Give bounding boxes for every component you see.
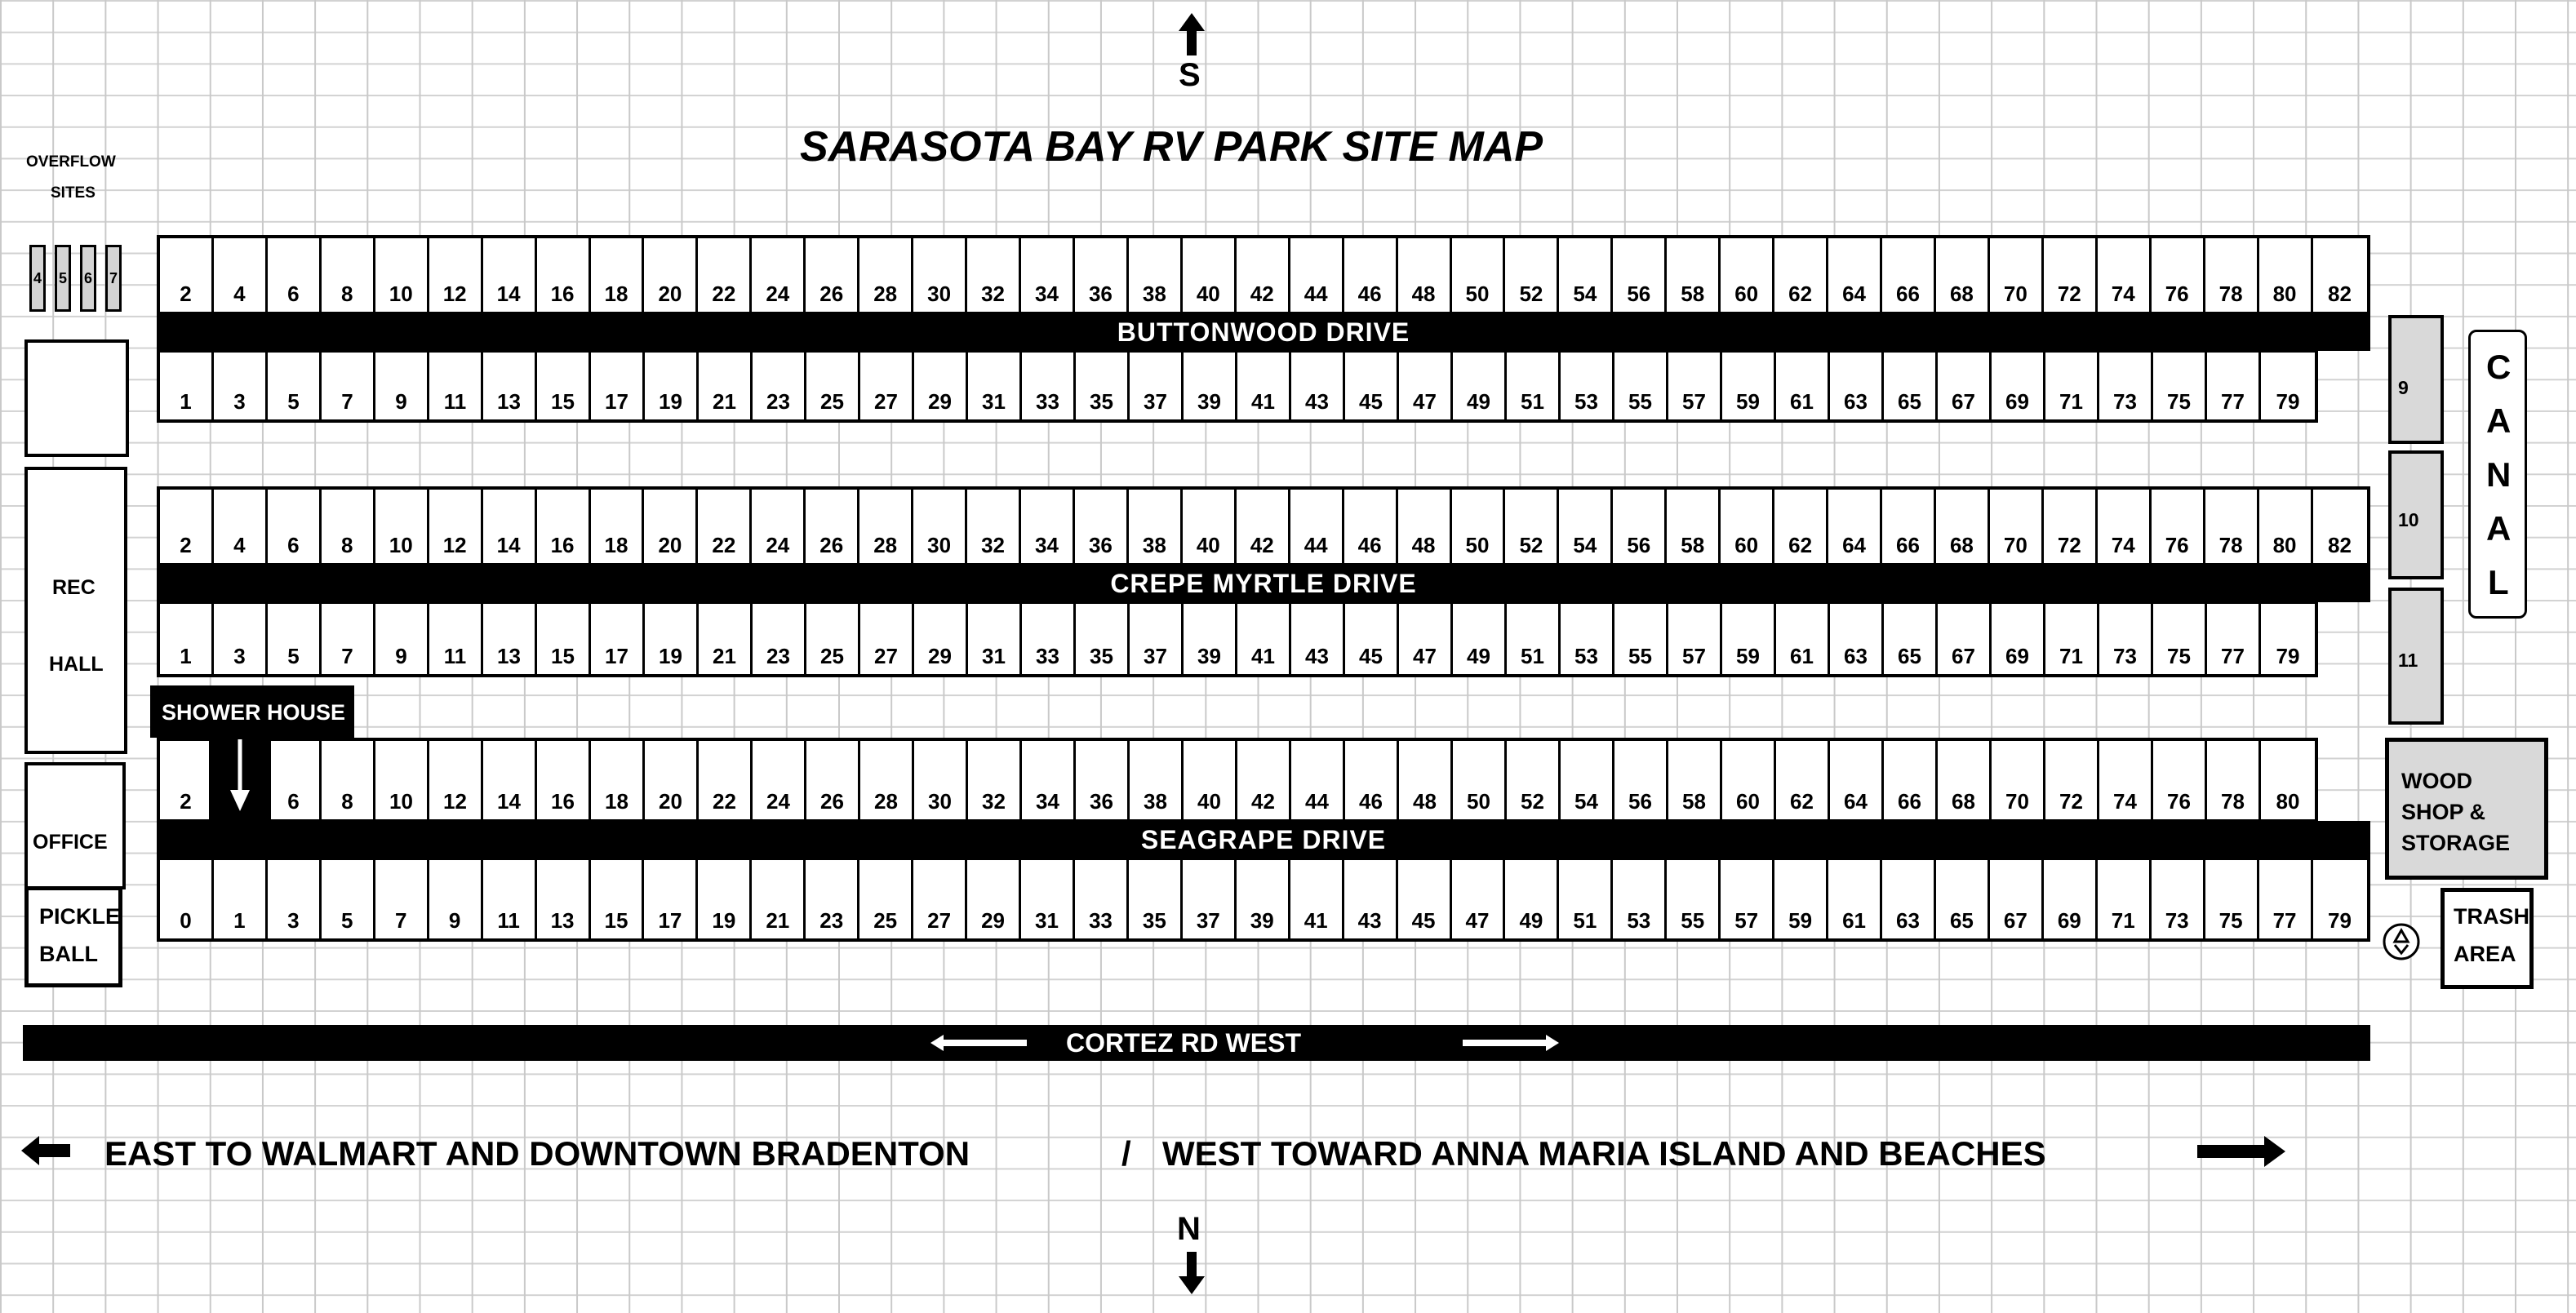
rv-site[interactable]: 41 xyxy=(1290,860,1344,938)
overflow-site[interactable]: 4 xyxy=(29,245,46,312)
rv-site[interactable]: 62 xyxy=(1776,741,1830,819)
rv-site[interactable]: 35 xyxy=(1076,353,1130,419)
rv-site[interactable]: 50 xyxy=(1452,238,1506,312)
rv-site[interactable]: 49 xyxy=(1453,353,1507,419)
rv-site[interactable]: 57 xyxy=(1721,860,1774,938)
rv-site[interactable]: 61 xyxy=(1776,353,1830,419)
rv-site[interactable]: 53 xyxy=(1561,353,1614,419)
rv-site[interactable]: 17 xyxy=(591,353,645,419)
rv-site[interactable]: 9 xyxy=(375,604,429,674)
rv-site[interactable]: 67 xyxy=(1938,604,1992,674)
rv-site[interactable]: 30 xyxy=(913,238,967,312)
rv-site[interactable]: 33 xyxy=(1075,860,1129,938)
rv-site[interactable]: 54 xyxy=(1559,238,1613,312)
rv-site[interactable]: 43 xyxy=(1291,353,1345,419)
arrow-left-icon xyxy=(930,1033,1028,1053)
rv-site[interactable]: 59 xyxy=(1722,353,1776,419)
direction-east-arrow-icon xyxy=(21,1136,72,1165)
rv-site[interactable]: 15 xyxy=(537,604,591,674)
rv-site[interactable]: 41 xyxy=(1237,353,1291,419)
arrow-right-icon xyxy=(1461,1033,1559,1053)
rv-site[interactable]: 29 xyxy=(914,604,968,674)
rv-site[interactable]: 30 xyxy=(913,490,967,563)
rv-site[interactable]: 65 xyxy=(1884,604,1938,674)
rv-site[interactable]: 0 xyxy=(160,860,214,938)
rv-site[interactable]: 57 xyxy=(1668,604,1722,674)
rv-site[interactable]: 75 xyxy=(2153,353,2207,419)
rv-site[interactable]: 14 xyxy=(483,490,537,563)
rv-site[interactable]: 46 xyxy=(1344,238,1398,312)
crepe-myrtle-drive: CREPE MYRTLE DRIVE xyxy=(157,565,2370,602)
rv-site[interactable]: 48 xyxy=(1398,490,1452,563)
rv-site[interactable]: 27 xyxy=(860,353,914,419)
rv-site[interactable]: 24 xyxy=(753,741,806,819)
rv-site[interactable]: 58 xyxy=(1667,490,1721,563)
rv-site[interactable]: 69 xyxy=(1992,353,2045,419)
seagrape-north-row xyxy=(157,738,2318,823)
rv-site[interactable]: 41 xyxy=(1237,604,1291,674)
rv-site[interactable]: 54 xyxy=(1561,741,1614,819)
rv-site[interactable]: 82 xyxy=(2313,238,2367,312)
rv-site[interactable]: 71 xyxy=(2045,353,2099,419)
rv-site[interactable]: 60 xyxy=(1721,238,1774,312)
rv-site[interactable]: 4 xyxy=(214,238,268,312)
rv-site[interactable]: 5 xyxy=(268,604,322,674)
rec-hall-label-1: REC xyxy=(52,576,95,599)
rv-site[interactable]: 58 xyxy=(1668,741,1722,819)
rv-site[interactable]: 5 xyxy=(268,353,322,419)
rv-site[interactable]: 64 xyxy=(1828,238,1882,312)
rv-site[interactable]: 20 xyxy=(644,238,698,312)
rv-site[interactable]: 23 xyxy=(753,353,806,419)
rv-site[interactable]: 28 xyxy=(859,238,913,312)
compass-north-label: N xyxy=(1177,1211,1201,1247)
rv-site[interactable]: 72 xyxy=(2045,741,2099,819)
rv-site[interactable]: 72 xyxy=(2044,490,2098,563)
rv-site[interactable]: 60 xyxy=(1721,490,1774,563)
rv-site[interactable]: 28 xyxy=(860,741,914,819)
rv-site[interactable]: 48 xyxy=(1399,741,1453,819)
rv-site[interactable]: 65 xyxy=(1936,860,1990,938)
rv-site[interactable]: 35 xyxy=(1076,604,1130,674)
pickleball-court[interactable] xyxy=(24,886,122,987)
rv-site[interactable]: 34 xyxy=(1021,238,1075,312)
recycle-icon xyxy=(2382,922,2421,961)
rv-site[interactable]: 34 xyxy=(1022,741,1076,819)
rv-site[interactable]: 16 xyxy=(537,490,591,563)
direction-east-label: EAST TO WALMART AND DOWNTOWN BRADENTON xyxy=(104,1134,970,1173)
cortez-road-label: CORTEZ RD WEST xyxy=(1066,1028,1301,1058)
rec-hall-label-2: HALL xyxy=(49,653,104,676)
rv-site[interactable]: 55 xyxy=(1667,860,1721,938)
trash-label-2: AREA xyxy=(2454,942,2516,966)
rv-site[interactable]: 22 xyxy=(698,490,752,563)
rv-site[interactable]: 27 xyxy=(913,860,967,938)
rv-site[interactable]: 4 xyxy=(214,490,268,563)
rv-site[interactable]: 26 xyxy=(806,238,859,312)
rv-site[interactable]: 7 xyxy=(375,860,429,938)
rv-site[interactable]: 55 xyxy=(1614,353,1668,419)
rv-site[interactable]: 13 xyxy=(537,860,591,938)
rv-site[interactable]: 68 xyxy=(1938,741,1992,819)
rv-site[interactable]: 25 xyxy=(859,860,913,938)
rv-site[interactable]: 48 xyxy=(1398,238,1452,312)
rv-site[interactable]: 25 xyxy=(806,353,860,419)
rv-site[interactable]: 5 xyxy=(322,860,375,938)
rv-site[interactable]: 14 xyxy=(483,741,537,819)
rv-site[interactable]: 2 xyxy=(160,490,214,563)
rv-site[interactable]: 42 xyxy=(1237,741,1291,819)
rv-site[interactable]: 56 xyxy=(1613,490,1667,563)
rv-site[interactable]: 36 xyxy=(1076,741,1130,819)
rv-site[interactable]: 66 xyxy=(1884,741,1938,819)
rv-site[interactable]: 77 xyxy=(2259,860,2313,938)
crepe-myrtle-south-row xyxy=(157,601,2318,677)
rv-site[interactable]: 24 xyxy=(752,238,806,312)
rv-site[interactable]: 8 xyxy=(322,238,375,312)
rv-site[interactable]: 7 xyxy=(322,604,375,674)
rv-site[interactable]: 19 xyxy=(698,860,752,938)
rv-site[interactable]: 1 xyxy=(160,353,214,419)
rv-site[interactable]: 21 xyxy=(752,860,806,938)
rv-site[interactable]: 67 xyxy=(1990,860,2044,938)
rv-site[interactable]: 63 xyxy=(1830,604,1884,674)
rv-site[interactable]: 44 xyxy=(1290,238,1344,312)
rv-site[interactable]: 33 xyxy=(1022,353,1076,419)
rv-site[interactable]: 23 xyxy=(806,860,859,938)
pickleball-label-1: PICKLE xyxy=(39,904,121,929)
rv-site[interactable]: 38 xyxy=(1129,490,1183,563)
rv-site[interactable]: 12 xyxy=(429,238,483,312)
rv-site[interactable]: 77 xyxy=(2207,353,2261,419)
rv-site[interactable]: 58 xyxy=(1667,238,1721,312)
rv-site[interactable]: 66 xyxy=(1882,238,1936,312)
rv-site[interactable]: 70 xyxy=(1990,490,2044,563)
rv-site[interactable]: 56 xyxy=(1613,238,1667,312)
rv-site[interactable]: 18 xyxy=(591,238,645,312)
canal-letter: A xyxy=(2486,401,2512,440)
rv-site[interactable]: 45 xyxy=(1398,860,1452,938)
rv-site[interactable]: 68 xyxy=(1936,490,1990,563)
rv-site[interactable]: 42 xyxy=(1237,490,1290,563)
wood-shop-label-1: WOOD xyxy=(2401,769,2472,793)
rv-site[interactable]: 10 xyxy=(375,741,429,819)
rv-site[interactable]: 47 xyxy=(1399,604,1453,674)
rv-site[interactable]: 68 xyxy=(1936,238,1990,312)
rv-site[interactable]: 21 xyxy=(699,353,753,419)
rv-site[interactable]: 51 xyxy=(1507,353,1561,419)
canal-letter: A xyxy=(2486,509,2512,548)
rv-site[interactable]: 19 xyxy=(645,604,699,674)
trash-label-1: TRASH xyxy=(2454,904,2529,929)
rv-site[interactable]: 47 xyxy=(1452,860,1506,938)
overflow-sites-label: SITES xyxy=(51,184,95,202)
buttonwood-south-row xyxy=(157,349,2318,423)
rv-site[interactable]: 23 xyxy=(753,604,806,674)
rv-site[interactable]: 25 xyxy=(806,604,860,674)
rv-site[interactable]: 62 xyxy=(1774,238,1828,312)
rv-site[interactable]: 61 xyxy=(1776,604,1830,674)
rv-site[interactable]: 24 xyxy=(752,490,806,563)
rv-site[interactable]: 34 xyxy=(1021,490,1075,563)
rv-site[interactable]: 63 xyxy=(1830,353,1884,419)
seagrape-drive: SEAGRAPE DRIVE xyxy=(157,821,2370,858)
arrow-down-icon xyxy=(225,738,255,814)
rv-site[interactable]: 8 xyxy=(322,490,375,563)
rv-site[interactable]: 44 xyxy=(1290,490,1344,563)
wood-shop-label-3: STORAGE xyxy=(2401,831,2511,855)
rv-site[interactable]: 21 xyxy=(699,604,753,674)
rv-site[interactable]: 64 xyxy=(1830,741,1884,819)
rv-site[interactable]: 54 xyxy=(1559,490,1613,563)
rv-site[interactable]: 82 xyxy=(2313,490,2367,563)
rv-site[interactable]: 33 xyxy=(1022,604,1076,674)
rv-site[interactable]: 52 xyxy=(1507,741,1561,819)
rv-site[interactable]: 46 xyxy=(1345,741,1399,819)
rv-site[interactable]: 20 xyxy=(645,741,699,819)
rv-site[interactable]: 78 xyxy=(2205,238,2259,312)
rv-site[interactable]: 56 xyxy=(1614,741,1668,819)
rec-hall-building[interactable] xyxy=(24,467,127,754)
rv-site[interactable]: 71 xyxy=(2098,860,2152,938)
rv-site[interactable]: 38 xyxy=(1129,238,1183,312)
rv-site[interactable]: 37 xyxy=(1183,860,1237,938)
rv-site[interactable]: 72 xyxy=(2044,238,2098,312)
office-building[interactable] xyxy=(24,762,126,889)
rv-site[interactable]: 80 xyxy=(2259,238,2313,312)
rv-site[interactable]: 50 xyxy=(1453,741,1507,819)
rv-site[interactable]: 16 xyxy=(537,741,591,819)
rv-site[interactable]: 38 xyxy=(1130,741,1184,819)
rv-site[interactable]: 46 xyxy=(1344,490,1398,563)
north-south-arrow-up-icon xyxy=(1175,11,1208,57)
rv-site[interactable]: 74 xyxy=(2098,490,2152,563)
overflow-site[interactable]: 6 xyxy=(80,245,96,312)
rv-site[interactable]: 10 xyxy=(375,490,429,563)
rv-site[interactable]: 70 xyxy=(1990,238,2044,312)
rv-site[interactable]: 73 xyxy=(2099,353,2153,419)
rv-site[interactable]: 59 xyxy=(1722,604,1776,674)
rv-site[interactable]: 22 xyxy=(699,741,753,819)
side-site-9-label: 9 xyxy=(2398,377,2409,398)
rv-site[interactable]: 35 xyxy=(1129,860,1183,938)
rv-site[interactable]: 39 xyxy=(1184,604,1237,674)
rv-site[interactable]: 10 xyxy=(375,238,429,312)
rv-site[interactable]: 57 xyxy=(1668,353,1722,419)
rv-site[interactable]: 19 xyxy=(645,353,699,419)
rv-site[interactable]: 55 xyxy=(1614,604,1668,674)
rv-site[interactable]: 43 xyxy=(1291,604,1345,674)
rv-site[interactable]: 12 xyxy=(429,490,483,563)
rv-site[interactable]: 61 xyxy=(1828,860,1882,938)
canal-letter: C xyxy=(2486,348,2512,386)
buttonwood-north-row xyxy=(157,235,2370,315)
rv-site[interactable]: 3 xyxy=(214,604,268,674)
side-site-9[interactable] xyxy=(2388,315,2444,444)
rv-site[interactable]: 52 xyxy=(1505,238,1559,312)
rv-site[interactable]: 29 xyxy=(967,860,1021,938)
rv-site[interactable]: 2 xyxy=(160,238,214,312)
rv-site[interactable]: 67 xyxy=(1938,353,1992,419)
rv-site[interactable]: 52 xyxy=(1505,490,1559,563)
office-label: OFFICE xyxy=(33,831,108,854)
canal-letter: N xyxy=(2486,455,2512,494)
rv-site[interactable]: 36 xyxy=(1075,238,1129,312)
wood-shop-label-2: SHOP & xyxy=(2401,800,2486,824)
rv-site[interactable]: 75 xyxy=(2205,860,2259,938)
rv-site[interactable]: 11 xyxy=(483,860,537,938)
rv-site[interactable]: 17 xyxy=(591,604,645,674)
trash-area[interactable] xyxy=(2441,888,2534,989)
rv-site[interactable]: 42 xyxy=(1237,238,1290,312)
rv-site[interactable]: 66 xyxy=(1882,490,1936,563)
pickleball-label-2: BALL xyxy=(39,942,98,966)
rv-site[interactable]: 15 xyxy=(591,860,645,938)
rv-site[interactable]: 26 xyxy=(806,741,860,819)
rv-site[interactable]: 3 xyxy=(268,860,322,938)
side-site-10-label: 10 xyxy=(2398,509,2419,530)
side-site-11-label: 11 xyxy=(2398,650,2418,671)
rv-site[interactable]: 9 xyxy=(429,860,483,938)
rv-site[interactable]: 53 xyxy=(1613,860,1667,938)
rv-site[interactable]: 22 xyxy=(698,238,752,312)
rv-site[interactable]: 78 xyxy=(2207,741,2261,819)
seagrape-south-row xyxy=(157,857,2370,942)
rv-site[interactable]: 51 xyxy=(1507,604,1561,674)
rv-site[interactable]: 31 xyxy=(968,353,1022,419)
rv-site[interactable]: 9 xyxy=(375,353,429,419)
rv-site[interactable]: 70 xyxy=(1992,741,2045,819)
rv-site[interactable]: 7 xyxy=(322,353,375,419)
rv-site[interactable]: 53 xyxy=(1561,604,1614,674)
rv-site[interactable]: 63 xyxy=(1882,860,1936,938)
rv-site[interactable]: 36 xyxy=(1075,490,1129,563)
rv-site[interactable]: 80 xyxy=(2261,741,2315,819)
rv-site[interactable]: 77 xyxy=(2207,604,2261,674)
rv-site[interactable]: 3 xyxy=(214,353,268,419)
rv-site[interactable]: 79 xyxy=(2313,860,2367,938)
compass-south-label: S xyxy=(1179,57,1201,93)
rv-site[interactable]: 45 xyxy=(1345,353,1399,419)
rv-site[interactable]: 40 xyxy=(1183,238,1237,312)
rv-site[interactable]: 40 xyxy=(1183,490,1237,563)
rv-site[interactable]: 50 xyxy=(1452,490,1506,563)
rv-site[interactable]: 69 xyxy=(1992,604,2045,674)
rv-site[interactable]: 17 xyxy=(644,860,698,938)
rv-site[interactable]: 16 xyxy=(537,238,591,312)
rv-site[interactable]: 43 xyxy=(1344,860,1398,938)
rv-site[interactable]: 76 xyxy=(2153,741,2207,819)
rv-site[interactable]: 11 xyxy=(429,604,483,674)
rv-site[interactable]: 8 xyxy=(322,741,375,819)
rv-site[interactable]: 1 xyxy=(160,604,214,674)
rv-site[interactable]: 13 xyxy=(483,353,537,419)
rv-site[interactable]: 18 xyxy=(591,490,645,563)
overflow-site[interactable]: 7 xyxy=(105,245,122,312)
rv-site[interactable]: 80 xyxy=(2259,490,2313,563)
rv-site[interactable]: 31 xyxy=(1021,860,1075,938)
rv-site[interactable]: 59 xyxy=(1774,860,1828,938)
rv-site[interactable]: 29 xyxy=(914,353,968,419)
rv-site[interactable]: 65 xyxy=(1884,353,1938,419)
rv-site[interactable]: 47 xyxy=(1399,353,1453,419)
rv-site[interactable]: 40 xyxy=(1184,741,1237,819)
rv-site[interactable]: 30 xyxy=(914,741,968,819)
rv-site[interactable]: 76 xyxy=(2152,238,2205,312)
direction-separator: / xyxy=(1121,1134,1131,1173)
rv-site[interactable]: 12 xyxy=(429,741,483,819)
rv-site[interactable]: 27 xyxy=(860,604,914,674)
rv-site[interactable]: 39 xyxy=(1237,860,1290,938)
rv-site[interactable]: 73 xyxy=(2152,860,2205,938)
rv-site[interactable]: 78 xyxy=(2205,490,2259,563)
shower-house-label: SHOWER HOUSE xyxy=(162,700,346,725)
rv-site[interactable]: 39 xyxy=(1184,353,1237,419)
rv-site[interactable]: 32 xyxy=(967,490,1021,563)
rv-site[interactable]: 26 xyxy=(806,490,859,563)
rv-site[interactable]: 79 xyxy=(2261,353,2315,419)
rv-site[interactable]: 62 xyxy=(1774,490,1828,563)
rv-site[interactable]: 37 xyxy=(1130,604,1184,674)
rv-site[interactable]: 1 xyxy=(214,860,268,938)
rv-site[interactable]: 49 xyxy=(1505,860,1559,938)
rv-site[interactable]: 6 xyxy=(268,238,322,312)
rv-site[interactable]: 64 xyxy=(1828,490,1882,563)
canal-letter: L xyxy=(2488,563,2509,601)
rv-site[interactable]: 71 xyxy=(2045,604,2099,674)
rv-site[interactable]: 79 xyxy=(2261,604,2315,674)
rv-site[interactable]: 20 xyxy=(644,490,698,563)
rv-site[interactable]: 44 xyxy=(1291,741,1345,819)
rv-site[interactable]: 2 xyxy=(160,741,214,819)
rv-site[interactable]: 6 xyxy=(268,741,322,819)
rv-site[interactable]: 74 xyxy=(2098,238,2152,312)
crepe-myrtle-north-row xyxy=(157,486,2370,566)
page-title: SARASOTA BAY RV PARK SITE MAP xyxy=(800,123,1543,171)
rv-site[interactable]: 11 xyxy=(429,353,483,419)
rv-site[interactable]: 18 xyxy=(591,741,645,819)
buttonwood-drive: BUTTONWOOD DRIVE xyxy=(157,313,2370,351)
rv-site[interactable]: 37 xyxy=(1130,353,1184,419)
rv-site[interactable]: 69 xyxy=(2044,860,2098,938)
rv-site[interactable]: 76 xyxy=(2152,490,2205,563)
unlabeled-building[interactable] xyxy=(24,339,129,457)
rv-site[interactable]: 73 xyxy=(2099,604,2153,674)
rv-site[interactable]: 75 xyxy=(2153,604,2207,674)
rv-site[interactable]: 15 xyxy=(537,353,591,419)
rv-site[interactable]: 45 xyxy=(1345,604,1399,674)
direction-west-label: WEST TOWARD ANNA MARIA ISLAND AND BEACHES xyxy=(1162,1134,2046,1173)
rv-site[interactable]: 28 xyxy=(859,490,913,563)
rv-site[interactable]: 60 xyxy=(1722,741,1776,819)
overflow-label: OVERFLOW xyxy=(26,153,116,171)
rv-site[interactable]: 51 xyxy=(1559,860,1613,938)
rv-site[interactable]: 13 xyxy=(483,604,537,674)
rv-site[interactable]: 32 xyxy=(968,741,1022,819)
rv-site[interactable]: 6 xyxy=(268,490,322,563)
north-south-arrow-down-icon xyxy=(1175,1250,1208,1296)
rv-site[interactable]: 49 xyxy=(1453,604,1507,674)
rv-site[interactable]: 14 xyxy=(483,238,537,312)
direction-west-arrow-icon xyxy=(2197,1136,2285,1167)
rv-site[interactable]: 31 xyxy=(968,604,1022,674)
overflow-site[interactable]: 5 xyxy=(55,245,71,312)
rv-site[interactable]: 74 xyxy=(2099,741,2153,819)
rv-site[interactable]: 32 xyxy=(967,238,1021,312)
